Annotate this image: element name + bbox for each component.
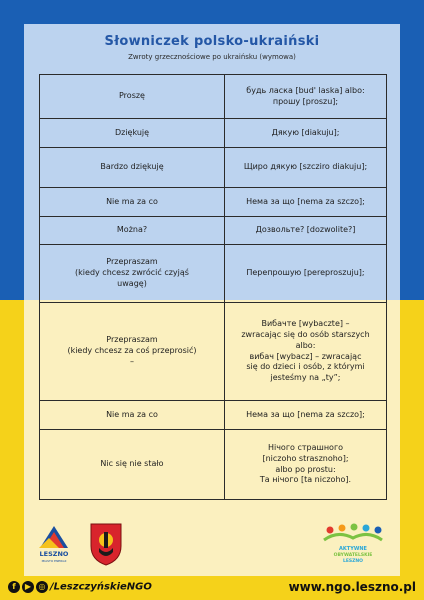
polish-phrase: Nie ma za co [40, 188, 225, 217]
ukrainian-phrase: Нічого страшного [niczoho strasznoho]; albo po prostu: Та нічого [ta niczoho]. [225, 430, 387, 500]
dictionary-card [24, 24, 400, 580]
phrase-table [39, 74, 387, 500]
table-row [40, 401, 387, 430]
table-row [40, 217, 387, 245]
svg-text:MIASTO ENERGII: MIASTO ENERGII [41, 559, 67, 563]
polish-phrase: Nie ma za co [40, 401, 225, 430]
polish-phrase: Bardzo dziękuję [40, 148, 225, 188]
ukrainian-phrase: Нема за що [nema za szczo]; [225, 401, 387, 430]
ukrainian-phrase: Дякую [diakuju]; [225, 119, 387, 148]
ukrainian-phrase: Дозвольте? [dozwolite?] [225, 217, 387, 245]
ukrainian-phrase: Нема за що [nema za szczo]; [225, 188, 387, 217]
youtube-icon[interactable]: ▶ [22, 581, 34, 593]
table-row [40, 119, 387, 148]
page-subtitle: Zwroty grzecznościowe po ukraińsku (wymowa) [128, 53, 296, 61]
facebook-icon[interactable]: f [8, 581, 20, 593]
ukrainian-phrase: Перепрошую [pereproszuju]; [225, 245, 387, 303]
polish-phrase: Dziękuję [40, 119, 225, 148]
polish-phrase: Nic się nie stało [40, 430, 225, 500]
table-row [40, 148, 387, 188]
polish-phrase: Proszę [40, 75, 225, 119]
svg-text:AKTYWNE: AKTYWNE [339, 546, 367, 552]
aktywne-obywatelskie-leszno-logo [318, 522, 388, 566]
polish-phrase: Można? [40, 217, 225, 245]
table-row [40, 430, 387, 500]
page-title: Słowniczek polsko-ukraiński [104, 34, 320, 49]
website-link[interactable]: www.ngo.leszno.pl [288, 580, 416, 594]
ukrainian-phrase: будь ласка [bud' laska] albo: прошу [proszu]; [225, 75, 387, 119]
table-row [40, 303, 387, 401]
polish-phrase: Przepraszam (kiedy chcesz za coś przeprosić) – [40, 303, 225, 401]
svg-text:OBYWATELSKIE: OBYWATELSKIE [333, 553, 373, 558]
table-row [40, 75, 387, 119]
footer-bar [0, 576, 424, 600]
svg-text:LESZNO: LESZNO [39, 550, 69, 558]
logo-strip [0, 520, 424, 570]
leszno-logo [37, 524, 71, 564]
city-crest-icon [88, 522, 124, 566]
instagram-icon[interactable]: ◎ [36, 581, 48, 593]
social-links [8, 581, 152, 593]
svg-text:LESZNO: LESZNO [342, 559, 364, 564]
ukrainian-phrase: Вибачте [wybaczte] – zwracając się do osób starszych albo: вибач [wybacz] – zwracając się do dzieci i osób, z którymi jesteśmy na „ty”; [225, 303, 387, 401]
table-row [40, 188, 387, 217]
social-handle[interactable]: /LeszczyńskieNGO [50, 581, 152, 593]
table-row [40, 245, 387, 303]
polish-phrase: Przepraszam (kiedy chcesz zwrócić czyjąś uwagę) [40, 245, 225, 303]
ukrainian-phrase: Щиро дякую [szcziro diakuju]; [225, 148, 387, 188]
